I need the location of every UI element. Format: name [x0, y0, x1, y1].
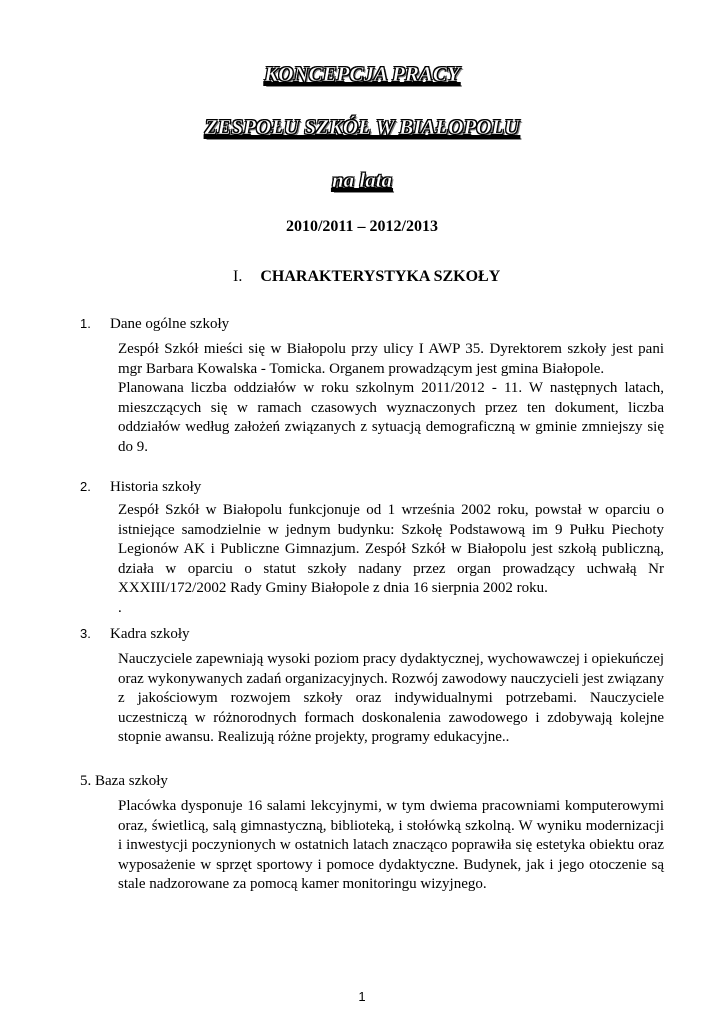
item-title: Kadra szkoły — [110, 626, 190, 642]
item-title: Dane ogólne szkoły — [110, 316, 230, 332]
document-title-line3: na lata — [331, 168, 393, 192]
paragraph: Nauczyciele zapewniają wysoki poziom pracy dydaktycznej, wychowawczej i opiekuńczej oraz wykonywanych zadań organizacyjnych. Rozwój zawodowy nauczycieli jest związany z jakościowym rozwojem szkoły oraz indywidualnymi potrzebami. Nauczyciele uczestniczą w różnorodnych formach doskonalenia zawodowego i zdobywają kolejne stopnie awansu. Realizują różne projekty, programy edukacyjne.. — [118, 651, 665, 745]
section-number: I. — [233, 268, 243, 285]
paragraph: Zespół Szkół mieści się w Białopolu przy ulicy I AWP 35. Dyrektorem szkoły jest pani mgr Barbara Kowalska - Tomicka. Organem prowadzącym jest gmina Białopole. — [118, 341, 664, 377]
item-title: Baza szkoły — [95, 773, 168, 789]
item-body-history — [118, 501, 664, 618]
section-heading — [233, 268, 500, 286]
item-body-facilities — [118, 797, 664, 895]
page-number: 1 — [358, 989, 366, 1004]
item-number: 3. — [80, 626, 91, 641]
item-heading-history — [80, 479, 201, 496]
paragraph: Zespół Szkół w Białopolu funkcjonuje od 1 września 2002 roku, powstał w oparciu o istniejące samodzielnie w jednym budynku: Szkołę Podstawową im 9 Pułku Piechoty Legionów AK i Publiczne Gimnazjum. Zespół Szkół w Białopolu jest szkołą publiczną, działa w oparciu o statut szkoły nadany przez organ prowadzący uchwałą Nr XXXIII/172/2002 Rady Gminy Białopole z dnia 16 sierpnia 2002 roku. — [118, 502, 664, 596]
item-heading-facilities — [80, 773, 168, 790]
document-title-line1: KONCEPCJA PRACY — [264, 62, 460, 86]
paragraph: Planowana liczba oddziałów w roku szkolnym 2011/2012 - 11. W następnych latach, mieszczących się w ramach czasowych wyznaczonych przez ten dokument, liczba oddziałów według założeń związanych z sytuacją demograficzną w gminie zmniejszy się do 9. — [118, 380, 664, 455]
item-body-general — [118, 340, 664, 457]
item-number: 5. — [80, 773, 92, 789]
item-heading-general — [80, 316, 229, 333]
item-title: Historia szkoły — [110, 479, 202, 495]
item-number: 1. — [80, 316, 91, 331]
document-years: 2010/2011 – 2012/2013 — [285, 218, 438, 235]
item-number: 2. — [80, 479, 91, 494]
item-heading-staff — [80, 626, 190, 643]
paragraph: Placówka dysponuje 16 salami lekcyjnymi, w tym dwiema pracowniami komputerowymi oraz, świetlicą, salą gimnastyczną, biblioteką, i stołówką szkolną. W wyniku modernizacji i inwestycji poczynionych w ostatnich latach znacząco poprawiła się estetyka obiektu oraz wyposażenie w sprzęt sportowy i pomoce dydaktyczne. Budynek, jak i jego otoczenie są stale nadzorowane za pomocą kamer monitoringu wizyjnego. — [118, 798, 664, 892]
item-body-staff — [118, 650, 664, 748]
paragraph: . — [118, 599, 122, 616]
document-title-line2: ZESPOŁU SZKÓŁ W BIAŁOPOLU — [204, 115, 520, 139]
section-title: CHARAKTERYSTYKA SZKOŁY — [260, 268, 501, 285]
